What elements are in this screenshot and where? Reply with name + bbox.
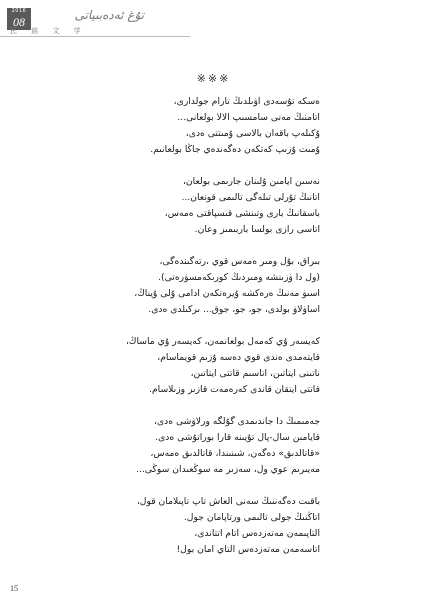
poem-body <box>60 94 320 574</box>
poem-line: ۇكىلەپ باقەان بالاسى ۇمىتتى ەدى، <box>185 128 320 139</box>
poem-line: اسىۋ مەنىڭ ەرەكشە ۇيرەتكەن ادامى ۇلى ۇيناڭ، <box>134 288 320 299</box>
poem-line: باقىت دەگەننىڭ سەنى العاش تاپ تاپىلامان قول، <box>136 496 320 507</box>
poem-line: قايتەمدى ەندى قوي دەسە ۇزىم قويماسام، <box>157 352 320 363</box>
journal-header <box>0 0 427 38</box>
poem-line: اتامنىڭ مەنى سامسىپ الالا بولعانى... <box>177 112 320 123</box>
poem-line: جەمىمىڭ دا جاندىمدى گۇلگە ورلاۋشى ەدى، <box>154 416 320 427</box>
poem-line: اتاسەمەن مەتەزدەس التاي امان بول! <box>176 544 320 555</box>
poem-line: كەيسەر ۇي كەمەل بولعانمەن، كەيسەر ۇي ماساڭ، <box>125 336 320 347</box>
journal-subtitle: 民 族 文 学 <box>10 27 87 35</box>
page-number: 15 <box>10 584 18 593</box>
poem-line: بىراق، بۇل ومىر ەمەس قوي ،رتەگىندەگى، <box>159 256 320 267</box>
issue-year: 2016 <box>11 8 27 14</box>
issue-number: 08 <box>13 15 25 29</box>
stanza <box>60 174 320 238</box>
section-separator: ※※※ <box>196 72 231 85</box>
poem-line: نەسىن ايامىن ۇلىنان جارىمى بولعان، <box>182 176 320 187</box>
poem-line: ناتىنى ايتاتىن، اتاسىم قاتتى ايتاتىن، <box>190 368 320 379</box>
stanza <box>60 254 320 318</box>
poem-line: قايامىن سال-پال تۇيىنە قارا بوراتۇشى ەدى. <box>155 432 320 443</box>
journal-title: تۇغ ئەدەبىياتى <box>74 8 144 22</box>
stanza <box>60 334 320 398</box>
poem-line: قاتتى ايتقان قاندى كەرەمەت قازىر وزىلاسام. <box>149 384 320 395</box>
stanza <box>60 494 320 558</box>
stanza <box>60 94 320 158</box>
poem-line: اتاسى رازى بولسا باربىمىز وعان. <box>194 224 320 235</box>
header-rule <box>0 36 190 37</box>
poem-line: ەسكە تۇسەدى اۋىلدىڭ تارام جولدارى، <box>173 96 320 107</box>
poem-line: اتاڭنىڭ جولى تالىمى ورتاپامان جول. <box>183 512 320 523</box>
poem-line: مەيىرىم عوي ول، سەزىر مە سوڭعىدان سوڭى... <box>136 464 320 475</box>
poem-line: التاپىمەن مەتەزدەس اتام اتتاندى، <box>194 528 320 539</box>
poem-line: «قاتالدىق» دەگەن، شىنىندا، قاتالدىق ەمەس، <box>150 448 320 459</box>
poem-line: ۇمىت ۇزىپ كەتكەن دەگەندەي جاڭا بولعانىم. <box>150 144 320 155</box>
stanza <box>60 414 320 478</box>
poem-line: باسقانىڭ بارى وتىنشى قىسپاقتى ەمەس، <box>164 208 320 219</box>
poem-line: اساۋلاۋ بولدى، جو، جو، جوق... ىركىلدى ەدى. <box>148 304 320 315</box>
poem-line: اتانىڭ تۇرلى تىلەگى تالىمى قونعان... <box>181 192 320 203</box>
poem-line: (ول دا ۋزىنشە ومىردىڭ كورىكەمسۋرەتى). <box>158 272 320 283</box>
